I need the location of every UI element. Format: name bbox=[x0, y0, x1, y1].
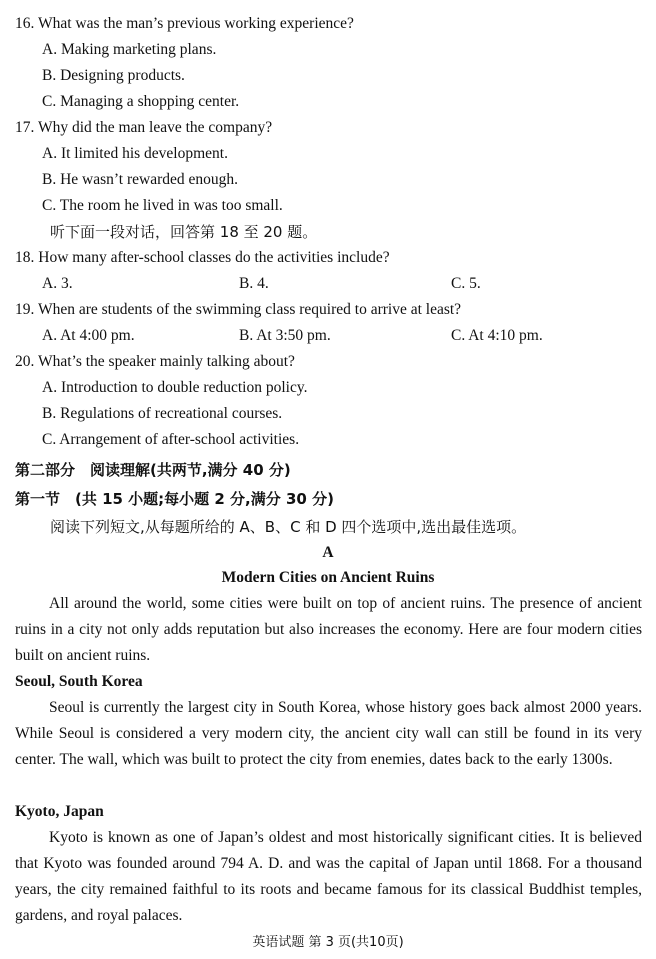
option-16b: B. Designing products. bbox=[42, 67, 185, 84]
option-19b: B. At 3:50 pm. bbox=[239, 327, 331, 344]
question-17: 17. Why did the man leave the company? bbox=[15, 119, 273, 136]
question-19: 19. When are students of the swimming class required to arrive at least? bbox=[15, 301, 462, 318]
city1-paragraph bbox=[15, 695, 642, 773]
instruction-18-20: 听下面一段对话，回答第 18 至 20 题。 bbox=[50, 223, 318, 241]
option-19c: C. At 4:10 pm. bbox=[451, 327, 543, 344]
option-20a: A. Introduction to double reduction policy. bbox=[42, 379, 308, 396]
option-17b: B. He wasn’t rewarded enough. bbox=[42, 171, 238, 188]
reading-instruction: 阅读下列短文,从每题所给的 A、B、C 和 D 四个选项中,选出最佳选项。 bbox=[50, 518, 527, 536]
city2-paragraph bbox=[15, 825, 642, 929]
option-16c: C. Managing a shopping center. bbox=[42, 93, 240, 110]
question-20: 20. What’s the speaker mainly talking about? bbox=[15, 353, 295, 370]
city1-heading: Seoul, South Korea bbox=[15, 673, 143, 690]
section1-heading: 第一节 (共 15 小题;每小题 2 分,满分 30 分) bbox=[15, 490, 334, 508]
option-18c: C. 5. bbox=[451, 275, 481, 292]
city2-heading: Kyoto, Japan bbox=[15, 803, 104, 820]
part2-heading: 第二部分 阅读理解(共两节,满分 40 分) bbox=[15, 461, 291, 479]
option-19a: A. At 4:00 pm. bbox=[42, 327, 135, 344]
passage-letter: A bbox=[322, 544, 334, 561]
passage-intro-text: All around the world, some cities were built on top of ancient ruins. The presence of ancient ruins in a city not only adds reputation but also increases the economy. Here are four modern cities built on ancient ruins. bbox=[15, 595, 642, 664]
city2-text: Kyoto is known as one of Japan’s oldest and most historically significant cities. It is believed that Kyoto was founded around 794 A. D. and was the capital of Japan until 1868. For a thousand years, the city remained faithful to its roots and became famous for its classical Buddhist temples, gardens, and royal palaces. bbox=[15, 829, 642, 924]
option-18b: B. 4. bbox=[239, 275, 269, 292]
passage-title: Modern Cities on Ancient Ruins bbox=[221, 569, 435, 586]
option-17c: C. The room he lived in was too small. bbox=[42, 197, 283, 214]
page-footer: 英语试题 第 3 页(共10页) bbox=[252, 935, 404, 950]
question-18: 18. How many after-school classes do the activities include? bbox=[15, 249, 390, 266]
passage-intro bbox=[15, 591, 642, 669]
option-18a: A. 3. bbox=[42, 275, 73, 292]
option-17a: A. It limited his development. bbox=[42, 145, 228, 162]
question-16: 16. What was the man’s previous working experience? bbox=[15, 15, 354, 32]
option-20c: C. Arrangement of after-school activities. bbox=[42, 431, 300, 448]
option-16a: A. Making marketing plans. bbox=[42, 41, 217, 58]
option-20b: B. Regulations of recreational courses. bbox=[42, 405, 283, 422]
city1-text: Seoul is currently the largest city in South Korea, whose history goes back almost 2000 years. While Seoul is considered a very modern city, the ancient city wall can still be found in its very center. The wall, which was built to protect the city from enemies, dates back to the early 1300s. bbox=[15, 699, 642, 768]
